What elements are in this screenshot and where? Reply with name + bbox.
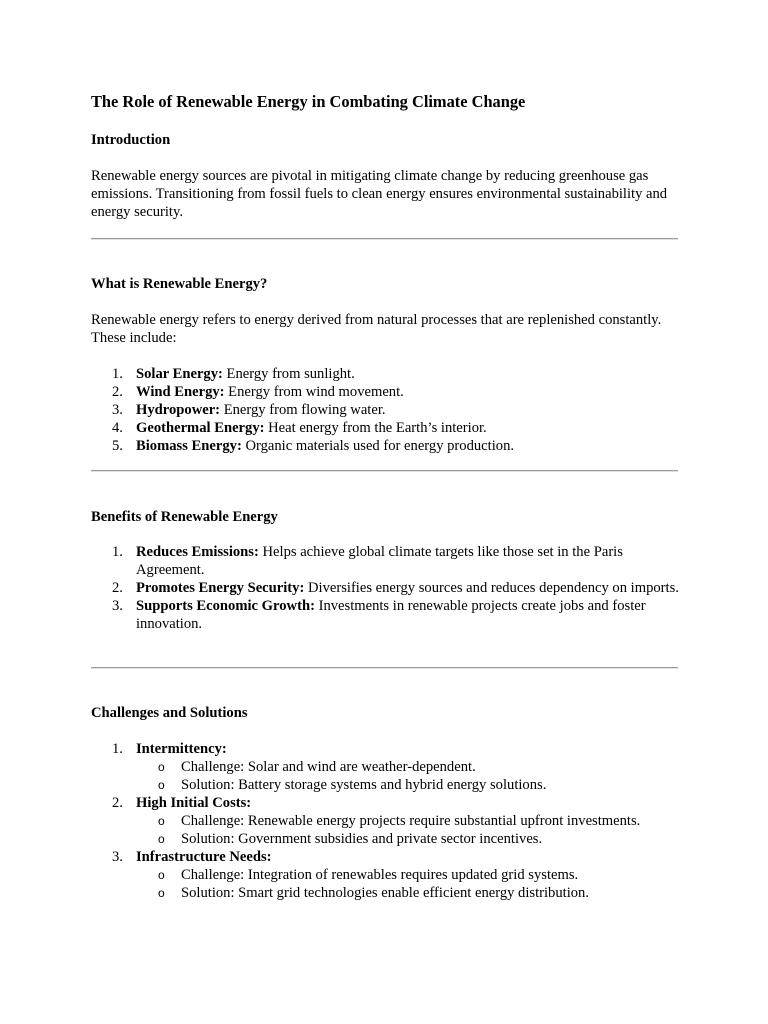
document-title: The Role of Renewable Energy in Combating Climate Change: [91, 92, 526, 111]
bullet-icon: o: [158, 868, 165, 882]
list-item-desc: Diversifies energy sources and reduces dependency on imports.: [304, 580, 679, 596]
solution-text: Solution: Government subsidies and private sector incentives.: [181, 831, 543, 847]
sub-list-item: [136, 776, 679, 794]
sub-list: [136, 812, 679, 848]
what-is-paragraph: Renewable energy refers to energy derived from natural processes that are replenished constantly. These include:: [91, 312, 662, 346]
bullet-icon: o: [158, 778, 165, 792]
list-number: 4.: [112, 420, 123, 436]
sub-list: [136, 758, 679, 794]
list-number: 1.: [112, 544, 123, 560]
list-item-term: Biomass Energy:: [136, 438, 242, 454]
list-item: [91, 365, 679, 383]
list-item-term: Reduces Emissions:: [136, 544, 259, 560]
list-item: [91, 401, 679, 419]
bullet-icon: o: [158, 886, 165, 900]
list-item-term: Promotes Energy Security:: [136, 580, 305, 596]
introduction-heading: Introduction: [91, 132, 171, 148]
list-number: 3.: [112, 598, 123, 614]
sub-list-item: [136, 830, 679, 848]
list-item: [91, 740, 679, 794]
list-item-term: Supports Economic Growth:: [136, 598, 315, 614]
list-item: [91, 579, 679, 597]
list-number: 5.: [112, 438, 123, 454]
introduction-paragraph: Renewable energy sources are pivotal in mitigating climate change by reducing greenhouse gas emissions. Transitioning from fossil fuels to clean energy ensures environmental sustainability and energy security.: [91, 168, 668, 220]
list-item-term: High Initial Costs:: [136, 795, 252, 811]
list-number: 1.: [112, 741, 123, 757]
list-item-desc: Organic materials used for energy production.: [241, 438, 515, 454]
solution-text: Solution: Battery storage systems and hybrid energy solutions.: [181, 777, 547, 793]
sub-list-item: [136, 758, 679, 776]
list-number: 2.: [112, 795, 123, 811]
sub-list-item: [136, 866, 679, 884]
list-item: [91, 419, 679, 437]
list-item-desc: Heat energy from the Earth’s interior.: [264, 420, 487, 436]
list-number: 2.: [112, 580, 123, 596]
benefits-heading: Benefits of Renewable Energy: [91, 509, 278, 525]
sub-list-item: [136, 884, 679, 902]
list-item: [91, 848, 679, 902]
section-divider: [91, 238, 678, 240]
list-item: [91, 543, 679, 579]
challenge-text: Challenge: Integration of renewables requires updated grid systems.: [181, 867, 579, 883]
sub-list-item: [136, 812, 679, 830]
challenges-heading: Challenges and Solutions: [91, 705, 248, 721]
list-item-term: Solar Energy:: [136, 366, 223, 382]
section-divider: [91, 667, 678, 669]
sub-list: [136, 866, 679, 902]
list-number: 2.: [112, 384, 123, 400]
list-item-term: Wind Energy:: [136, 384, 225, 400]
bullet-icon: o: [158, 832, 165, 846]
list-item: [91, 597, 679, 633]
list-number: 1.: [112, 366, 123, 382]
list-item-term: Infrastructure Needs:: [136, 849, 272, 865]
list-item: [91, 437, 679, 455]
renewable-types-list: [91, 365, 679, 455]
section-divider: [91, 470, 678, 472]
list-item: [91, 794, 679, 848]
list-item-desc: Helps achieve global climate targets like those set in the Paris Agreement.: [136, 544, 623, 578]
benefits-list: [91, 543, 679, 633]
list-item-desc: Investments in renewable projects create jobs and foster innovation.: [136, 598, 646, 632]
list-item-term: Hydropower:: [136, 402, 221, 418]
bullet-icon: o: [158, 760, 165, 774]
solution-text: Solution: Smart grid technologies enable efficient energy distribution.: [181, 885, 590, 901]
bullet-icon: o: [158, 814, 165, 828]
list-item-desc: Energy from sunlight.: [222, 366, 355, 382]
list-number: 3.: [112, 402, 123, 418]
list-item-term: Geothermal Energy:: [136, 420, 265, 436]
list-item-desc: Energy from flowing water.: [220, 402, 386, 418]
challenge-text: Challenge: Renewable energy projects require substantial upfront investments.: [181, 813, 641, 829]
list-number: 3.: [112, 849, 123, 865]
list-item: [91, 383, 679, 401]
list-item-desc: Energy from wind movement.: [224, 384, 404, 400]
what-is-heading: What is Renewable Energy?: [91, 276, 268, 292]
challenge-text: Challenge: Solar and wind are weather-dependent.: [181, 759, 476, 775]
list-item-term: Intermittency:: [136, 741, 227, 757]
challenges-list: [91, 740, 679, 902]
